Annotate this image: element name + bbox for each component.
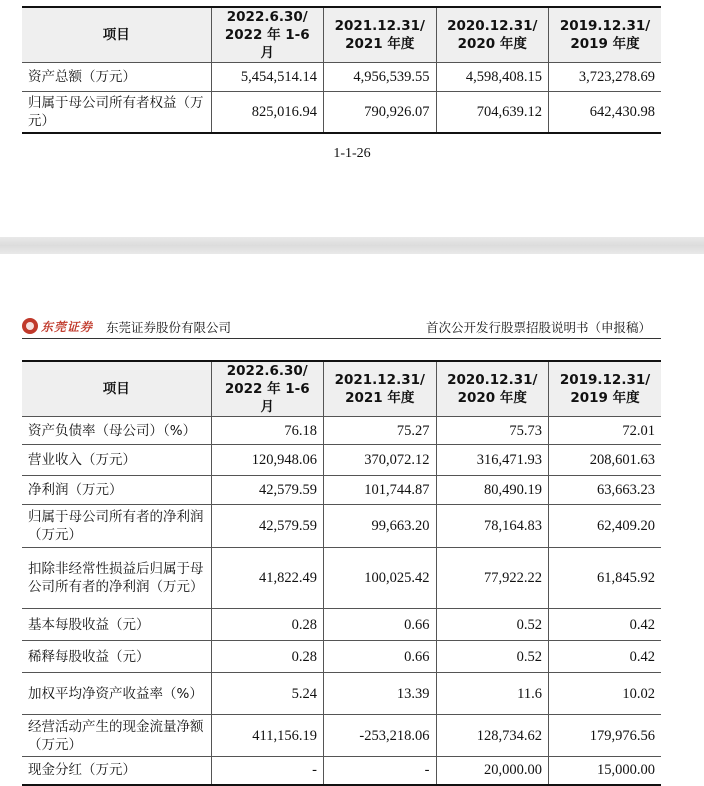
row-label: 归属于母公司所有者权益（万元）	[22, 92, 211, 133]
page-bottom	[0, 254, 704, 783]
financial-table-top	[22, 6, 661, 134]
header-cell: 2022.6.30/ 2022 年 1-6 月	[211, 7, 324, 63]
cell-value: 0.42	[549, 641, 662, 673]
cell-value: 0.42	[549, 609, 662, 641]
cell-value: 0.28	[211, 609, 324, 641]
cell-value: -	[324, 757, 437, 785]
row-label: 资产总额（万元）	[22, 63, 211, 92]
header-cell: 2022.6.30/ 2022 年 1-6 月	[211, 361, 324, 417]
table-header-row	[22, 361, 661, 417]
page-separator	[0, 237, 704, 254]
table-row	[22, 63, 661, 92]
page-number: 1-1-26	[333, 146, 371, 161]
table-row	[22, 609, 661, 641]
cell-value: 61,845.92	[549, 548, 662, 609]
header-cell: 2019.12.31/ 2019 年度	[549, 7, 662, 63]
header-cell: 2020.12.31/ 2020 年度	[436, 361, 549, 417]
cell-value: 5.24	[211, 673, 324, 715]
row-label: 扣除非经常性损益后归属于母公司所有者的净利润（万元）	[22, 548, 211, 609]
cell-value: 128,734.62	[436, 715, 549, 757]
cell-value: 75.73	[436, 417, 549, 445]
logo-icon	[22, 318, 38, 334]
financial-table-bottom	[22, 360, 661, 786]
cell-value: 642,430.98	[549, 92, 662, 133]
cell-value: -253,218.06	[324, 715, 437, 757]
cell-value: 4,956,539.55	[324, 63, 437, 92]
logo-text: 东莞证券	[41, 319, 94, 334]
cell-value: 0.52	[436, 641, 549, 673]
header-cell: 项目	[22, 7, 211, 63]
cell-value: 42,579.59	[211, 505, 324, 548]
cell-value: 101,744.87	[324, 476, 437, 505]
cell-value: 3,723,278.69	[549, 63, 662, 92]
cell-value: 13.39	[324, 673, 437, 715]
header-cell: 2020.12.31/ 2020 年度	[436, 7, 549, 63]
cell-value: 208,601.63	[549, 445, 662, 476]
cell-value: 4,598,408.15	[436, 63, 549, 92]
header-cell: 2021.12.31/ 2021 年度	[324, 361, 437, 417]
cell-value: 0.66	[324, 609, 437, 641]
cell-value: 78,164.83	[436, 505, 549, 548]
cell-value: 62,409.20	[549, 505, 662, 548]
cell-value: 5,454,514.14	[211, 63, 324, 92]
cell-value: 370,072.12	[324, 445, 437, 476]
cell-value: 80,490.19	[436, 476, 549, 505]
cell-value: -	[211, 757, 324, 785]
cell-value: 825,016.94	[211, 92, 324, 133]
row-label: 营业收入（万元）	[22, 445, 211, 476]
cell-value: 20,000.00	[436, 757, 549, 785]
row-label: 经营活动产生的现金流量净额（万元）	[22, 715, 211, 757]
table-row	[22, 417, 661, 445]
cell-value: 411,156.19	[211, 715, 324, 757]
header-cell: 2019.12.31/ 2019 年度	[549, 361, 662, 417]
table-row	[22, 548, 661, 609]
cell-value: 11.6	[436, 673, 549, 715]
cell-value: 179,976.56	[549, 715, 662, 757]
company-name: 东莞证券股份有限公司	[106, 320, 232, 335]
cell-value: 0.66	[324, 641, 437, 673]
cell-value: 15,000.00	[549, 757, 662, 785]
document-header	[22, 316, 661, 339]
row-label: 稀释每股收益（元）	[22, 641, 211, 673]
cell-value: 75.27	[324, 417, 437, 445]
cell-value: 10.02	[549, 673, 662, 715]
cell-value: 120,948.06	[211, 445, 324, 476]
row-label: 基本每股收益（元）	[22, 609, 211, 641]
table-row	[22, 715, 661, 757]
cell-value: 704,639.12	[436, 92, 549, 133]
cell-value: 99,663.20	[324, 505, 437, 548]
table-header-row	[22, 7, 661, 63]
page-top	[0, 0, 704, 237]
table-row	[22, 641, 661, 673]
row-label: 加权平均净资产收益率（%）	[22, 673, 211, 715]
row-label: 资产负债率（母公司）（%）	[22, 417, 211, 445]
document-title: 首次公开发行股票招股说明书（申报稿）	[425, 320, 651, 335]
row-label: 现金分红（万元）	[22, 757, 211, 785]
cell-value: 41,822.49	[211, 548, 324, 609]
cell-value: 790,926.07	[324, 92, 437, 133]
header-cell: 项目	[22, 361, 211, 417]
table-row	[22, 92, 661, 133]
row-label: 净利润（万元）	[22, 476, 211, 505]
cell-value: 100,025.42	[324, 548, 437, 609]
cell-value: 72.01	[549, 417, 662, 445]
table-row	[22, 445, 661, 476]
header-cell: 2021.12.31/ 2021 年度	[324, 7, 437, 63]
cell-value: 42,579.59	[211, 476, 324, 505]
table-row	[22, 505, 661, 548]
cell-value: 0.52	[436, 609, 549, 641]
cell-value: 77,922.22	[436, 548, 549, 609]
table-row	[22, 476, 661, 505]
cell-value: 0.28	[211, 641, 324, 673]
cell-value: 63,663.23	[549, 476, 662, 505]
table-row	[22, 757, 661, 785]
table-row	[22, 673, 661, 715]
cell-value: 76.18	[211, 417, 324, 445]
company-logo	[22, 317, 93, 335]
cell-value: 316,471.93	[436, 445, 549, 476]
row-label: 归属于母公司所有者的净利润（万元）	[22, 505, 211, 548]
